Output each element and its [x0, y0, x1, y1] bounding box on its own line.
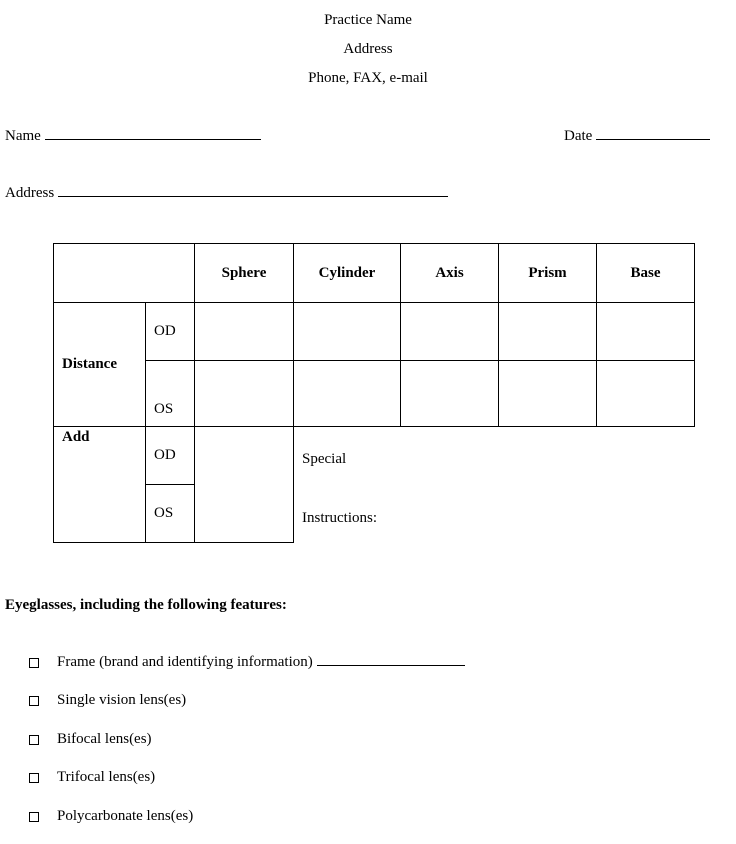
- checkbox-polycarbonate[interactable]: [29, 812, 39, 822]
- header-corner-cell: [54, 244, 195, 303]
- distance-os-sphere-cell[interactable]: [195, 361, 294, 427]
- distance-od-cylinder-cell[interactable]: [294, 303, 401, 361]
- address-line: [58, 195, 448, 197]
- option-bifocal-label: Bifocal lens(es): [57, 731, 152, 747]
- checkbox-frame[interactable]: [29, 658, 39, 668]
- distance-os-axis-cell[interactable]: [401, 361, 499, 427]
- distance-label: Distance: [54, 303, 146, 427]
- column-header-base: Base: [597, 244, 695, 303]
- date-field[interactable]: [564, 128, 710, 145]
- eyeglasses-heading: Eyeglasses, including the following features:: [5, 597, 287, 613]
- option-frame: [57, 654, 465, 671]
- checkbox-single-vision[interactable]: [29, 696, 39, 706]
- distance-od-base-cell[interactable]: [597, 303, 695, 361]
- add-os-label: OS: [146, 485, 195, 543]
- distance-os-cylinder-cell[interactable]: [294, 361, 401, 427]
- column-header-cylinder: Cylinder: [294, 244, 401, 303]
- name-field[interactable]: [5, 128, 261, 145]
- column-header-prism: Prism: [499, 244, 597, 303]
- name-label: Name: [5, 128, 41, 144]
- distance-os-label: OS: [146, 361, 195, 427]
- address-label: Address: [5, 185, 55, 201]
- add-label: Add: [54, 427, 146, 543]
- distance-od-axis-cell[interactable]: [401, 303, 499, 361]
- distance-od-prism-cell[interactable]: [499, 303, 597, 361]
- practice-contact: Phone, FAX, e-mail: [308, 70, 428, 86]
- practice-name: Practice Name: [324, 12, 412, 28]
- add-od-label: OD: [146, 427, 195, 485]
- instructions-label: Instructions:: [302, 510, 377, 526]
- table-row-distance-od: [54, 303, 695, 361]
- frame-info-line[interactable]: [317, 664, 465, 666]
- checkbox-trifocal[interactable]: [29, 773, 39, 783]
- column-header-sphere: Sphere: [195, 244, 294, 303]
- checkbox-bifocal[interactable]: [29, 735, 39, 745]
- date-line: [596, 138, 710, 140]
- prescription-table: [53, 243, 695, 543]
- special-spacer-1: [294, 427, 695, 485]
- option-single-vision-label: Single vision lens(es): [57, 692, 187, 708]
- table-row-add-od: [54, 427, 695, 485]
- distance-os-base-cell[interactable]: [597, 361, 695, 427]
- name-line: [45, 138, 261, 140]
- table-row-distance-os: [54, 361, 695, 427]
- practice-address: Address: [343, 41, 393, 57]
- address-field[interactable]: [5, 185, 448, 202]
- add-value-cell[interactable]: [195, 427, 294, 543]
- distance-os-prism-cell[interactable]: [499, 361, 597, 427]
- table-header-row: [54, 244, 695, 303]
- option-frame-label: Frame (brand and identifying information): [57, 654, 313, 670]
- column-header-axis: Axis: [401, 244, 499, 303]
- date-label: Date: [564, 128, 593, 144]
- option-polycarbonate-label: Polycarbonate lens(es): [57, 808, 194, 824]
- distance-od-label: OD: [146, 303, 195, 361]
- special-label: Special: [302, 451, 347, 467]
- option-trifocal-label: Trifocal lens(es): [57, 769, 156, 785]
- distance-od-sphere-cell[interactable]: [195, 303, 294, 361]
